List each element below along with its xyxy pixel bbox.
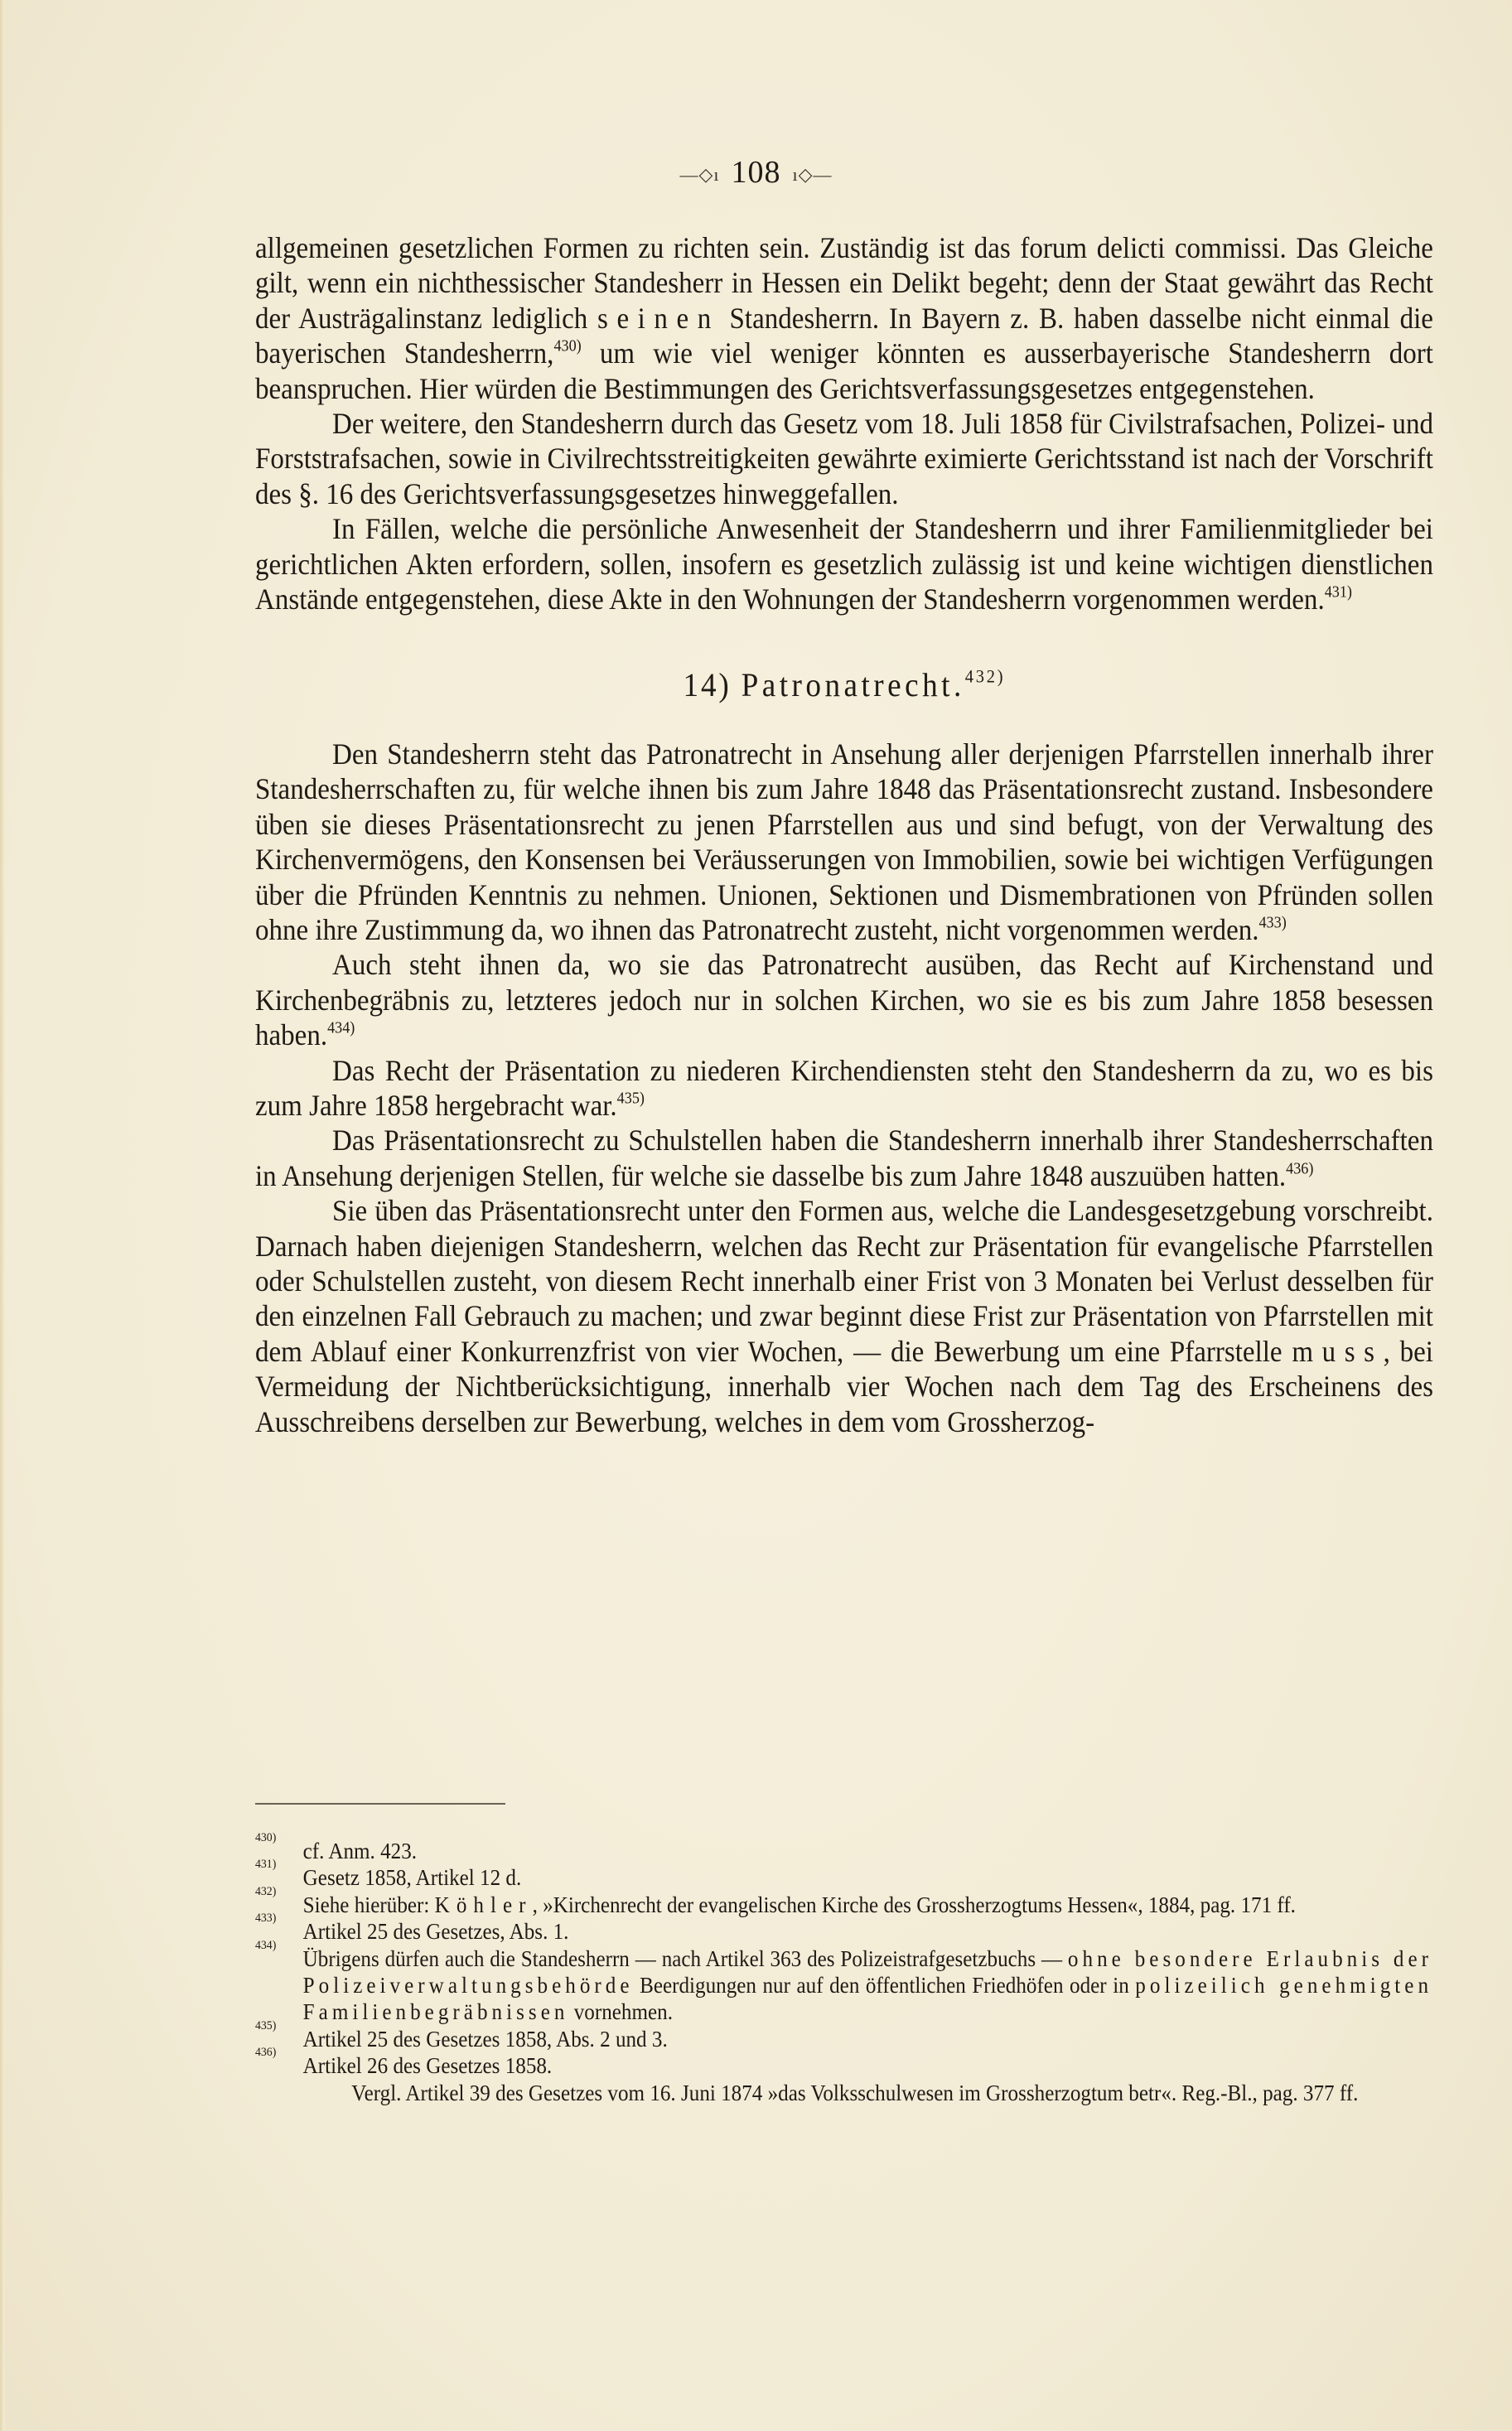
footnote-ref[interactable]: 432) <box>964 665 1006 687</box>
text-run: Übrigens dürfen auch die Standesherrn — nach Artikel 363 des Polizeistrafgesetzbuchs — <box>302 1945 1068 1971</box>
paragraph <box>255 1193 1433 1439</box>
emphasis-spaced: polizeilich genehmigten Familienbegräbnissen <box>302 1973 1433 2025</box>
footnote-432 <box>255 1884 1432 1918</box>
footnote-431 <box>255 1858 1432 1891</box>
footnote-text: Gesetz 1858, Artikel 12 d. <box>302 1865 522 1891</box>
text-run: Standesherrn. In Bayern z. B. haben dasselbe nicht einmal die bayerischen Standesherrn, <box>255 301 1433 370</box>
text-run: , bei Vermeidung der Nichtberücksichtigung, innerhalb vier Wochen nach dem Tag des Erscheinens des Ausschreibens derselben zur Bewerbung, welches in dem vom Grossherzog- <box>255 1334 1433 1438</box>
paragraph <box>255 406 1433 511</box>
section-number: 14) <box>683 666 732 704</box>
footnote-433 <box>255 1911 1432 1945</box>
paragraph <box>255 1123 1433 1193</box>
footnotes <box>255 1831 1433 2106</box>
page-edge <box>0 0 5 2431</box>
text-run: vornehmen. <box>568 1999 673 2025</box>
footnote-text: cf. Anm. 423. <box>302 1839 418 1863</box>
footnote-continuation: Vergl. Artikel 39 des Gesetzes vom 16. Juni 1874 »das Volksschulwesen im Grossherzogtum betr«. Reg.-Bl., pag. 377 ff. <box>351 2080 1359 2105</box>
footnote-430 <box>255 1831 1432 1864</box>
ornament-left-icon: —◇ı <box>679 164 720 186</box>
text-run: Siehe hierüber: <box>302 1892 435 1917</box>
paragraph <box>255 1053 1433 1124</box>
footnote-text: Artikel 26 des Gesetzes 1858. <box>302 2053 553 2079</box>
text-run: , »Kirchenrecht der evangelischen Kirche des Grossherzogtums Hessen«, 1884, pag. 171 ff. <box>532 1892 1296 1917</box>
footnote-number: 432) <box>255 1884 277 1898</box>
text-run: Das Recht der Präsentation zu niederen Kirchendiensten steht den Standesherrn da zu, wo es bis zum Jahre 1858 hergebracht war. <box>255 1053 1433 1122</box>
footnote-ref[interactable]: 435) <box>616 1090 645 1108</box>
paragraph <box>255 737 1433 947</box>
text-run: Der weitere, den Standesherrn durch das Gesetz vom 18. Juli 1858 für Civilstrafsachen, Polizei- und Forststrafsachen, sowie in Civilrechtsstreitigkeiten gewährte eximierte Gerichtsstand ist nach der Vorschrift des §. 16 des Gerichtsverfassungsgesetzes hinweggefallen. <box>255 407 1433 510</box>
footnote-number: 431) <box>255 1858 277 1872</box>
paragraph <box>255 511 1433 616</box>
footnote-ref[interactable]: 434) <box>327 1019 355 1037</box>
text-run: In Fällen, welche die persönliche Anwesenheit der Standesherrn und ihrer Familienmitglieder bei gerichtlichen Akten erfordern, sollen, insofern es gesetzlich zulässig ist und keine wichtigen dienstlichen Anstände entgegenstehen, diese Akte in den Wohnungen der Standesherrn vorgenommen werden. <box>255 512 1433 616</box>
text-run: Auch steht ihnen da, wo sie das Patronatrecht ausüben, das Recht auf Kirchenstand und Kirchenbegräbnis zu, letzteres jedoch nur in solchen Kirchen, wo sie es bis zum Jahre 1858 besessen haben. <box>255 948 1433 1052</box>
paragraph <box>255 947 1433 1052</box>
footnote-number: 430) <box>255 1831 277 1844</box>
text-run: Das Präsentationsrecht zu Schulstellen haben die Standesherrn innerhalb ihrer Standesherrschaften in Ansehung derjenigen Stellen, für welche sie dasselbe bis zum Jahre 1848 auszuüben hatten. <box>255 1124 1433 1192</box>
footnote-ref[interactable]: 436) <box>1286 1160 1314 1178</box>
footnote-ref[interactable]: 430) <box>553 337 582 355</box>
footnote-ref[interactable]: 433) <box>1258 914 1287 932</box>
text-run: Den Standesherrn steht das Patronatrecht in Ansehung aller derjenigen Pfarrstellen innerhalb ihrer Standesherrschaften zu, für welche ihnen bis zum Jahre 1848 das Präsentationsrecht zustand. Insbesondere üben sie dieses Präsentationsrecht zu jenen Pfarrstellen aus und sind befugt, von der Verwaltung des Kirchenvermögens, den Konsensen bei Veräusserungen von Immobilien, sowie bei wichtigen Verfügungen über die Pfründen Kenntnis zu nehmen. Unionen, Sektionen und Dismembrationen von Pfründen sollen ohne ihre Zustimmung da, wo ihnen das Patronatrecht zusteht, nicht vorgenommen werden. <box>255 737 1433 946</box>
footnote-number: 436) <box>255 2046 277 2060</box>
page-header <box>0 154 1512 191</box>
footnote-text <box>303 1945 1432 2026</box>
footnote-divider <box>255 1803 505 1805</box>
footnote-number: 433) <box>255 1911 277 1926</box>
emphasis-spaced: ohne besondere Erlaubnis der Polizeiverwaltungsbehörde <box>302 1945 1433 1998</box>
footnote-436 <box>255 2046 1432 2079</box>
main-text <box>255 230 1433 1439</box>
footnote-number: 434) <box>255 1938 277 1952</box>
text-run: Beerdigungen nur auf den öffentlichen Friedhöfen oder in <box>633 1973 1136 1998</box>
text-run: um wie viel weniger könnten es ausserbayerische Standesherrn dort beanspruchen. Hier würden die Bestimmungen des Gerichtsverfassungsgesetzes entgegenstehen. <box>255 336 1433 405</box>
footnote-text: Artikel 25 des Gesetzes, Abs. 1. <box>302 1919 569 1945</box>
page-number: 108 <box>731 155 781 190</box>
footnote-435 <box>255 2018 1432 2052</box>
paragraph <box>255 230 1433 406</box>
text-run: Sie üben das Präsentationsrecht unter den Formen aus, welche die Landesgesetzgebung vorschreibt. Darnach haben diejenigen Standesherrn, welchen das Recht zur Präsentation für evangelische Pfarrstellen oder Schulstellen zusteht, von diesem Recht innerhalb einer Frist von 3 Monaten bei Verlust desselben für den einzelnen Fall Gebrauch zu machen; und zwar beginnt diese Frist zur Präsentation von Pfarrstellen mit dem Ablauf einer Konkurrenzfrist von vier Wochen, — die Bewerbung um eine Pfarrstelle <box>255 1194 1433 1368</box>
emphasis-spaced: muss <box>1292 1334 1384 1368</box>
section-heading <box>255 665 1433 704</box>
footnote-number: 435) <box>255 2018 277 2032</box>
text-run: allgemeinen gesetzlichen Formen zu richten sein. Zuständig ist das forum delicti commissi. Das Gleiche gilt, wenn ein nichthessischer Standesherr in Hessen ein Delikt begeht; denn der Staat gewährt das Recht der Austrägalinstanz lediglich <box>255 231 1433 335</box>
ornament-right-icon: ı◇— <box>792 164 833 186</box>
emphasis-spaced: seinen <box>597 301 720 335</box>
footnote-text <box>303 1892 1432 1918</box>
author-name: Köhler <box>434 1892 533 1917</box>
footnote-ref[interactable]: 431) <box>1324 583 1352 602</box>
footnote-434 <box>255 1938 1433 2026</box>
footnote-text: Artikel 25 des Gesetzes 1858, Abs. 2 und 3. <box>302 2026 668 2052</box>
section-title: Patronatrecht. <box>741 666 965 704</box>
